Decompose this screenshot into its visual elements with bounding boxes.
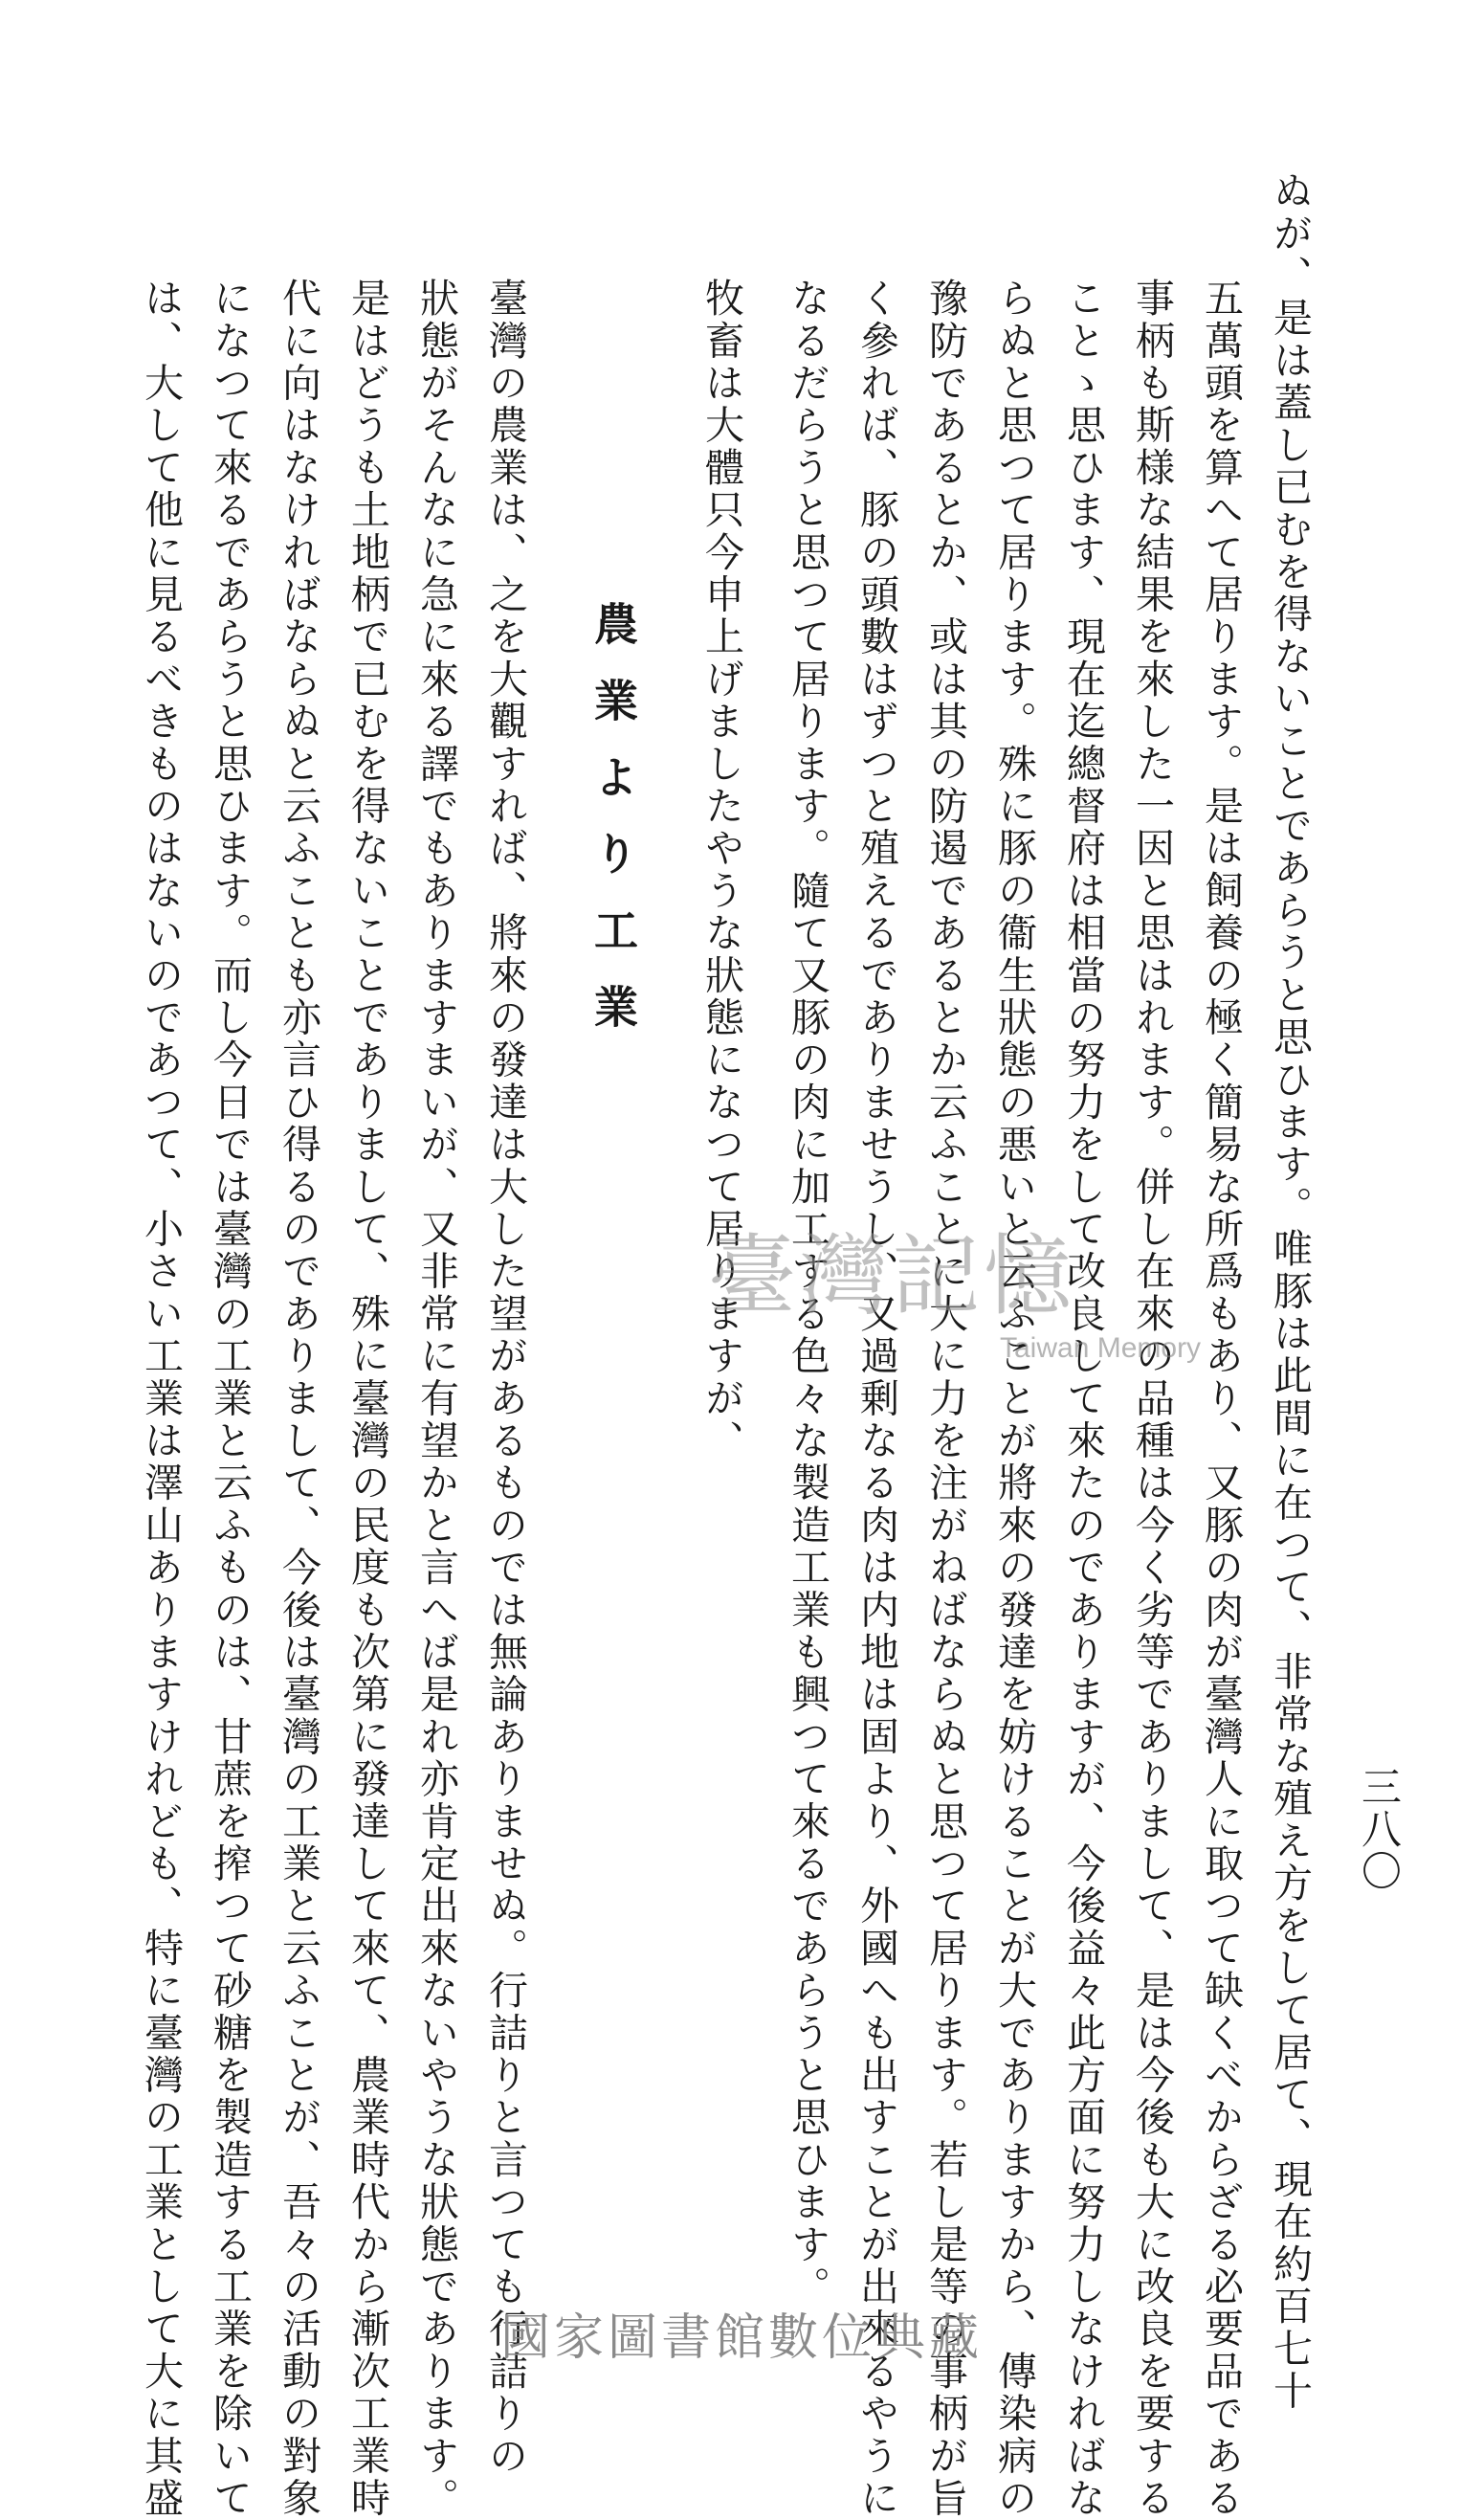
text-column: 代に向はなければならぬと云ふことも亦言ひ得るのでありまして、今後は臺灣の工業と云ふことが、吾々の活動の對象 [276, 278, 321, 2520]
text-column: 狀態がそんなに急に來る譯でもありますまいが、又非常に有望かと言へば是れ亦肯定出來ないやうな狀態であります。 [413, 278, 459, 2520]
text-column: 是はどうも土地柄で已むを得ないことでありまして、殊に臺灣の民度も次第に發達して來て、農業時代から漸次工業時 [344, 278, 390, 2520]
text-column: は、大して他に見るべきものはないのであつて、小さい工業は澤山ありますけれども、特に臺灣の工業として大に其盛 [138, 278, 184, 2520]
text-column: になつて來るであらうと思ひます。而し今日では臺灣の工業と云ふものは、甘蔗を搾つて砂糖を製造する工業を除いて [207, 278, 253, 2520]
text-column: ことゝ思ひます、現在迄總督府は相當の努力をして改良して來たのでありますが、今後益々此方面に努力しなければな [1060, 278, 1106, 2520]
text-column: 豫防であるとか、或は其の防遏であるとか云ふことに大に力を注がねばならぬと思つて居ります。若し是等の事柄が旨 [922, 278, 968, 2520]
text-column: 牧畜は大體只今申上げましたやうな狀態になつて居りますが、 [698, 278, 744, 1462]
text-column: 五萬頭を算へて居ります。是は飼養の極く簡易な所爲もあり、又豚の肉が臺灣人に取つて缺くべからざる必要品である [1198, 278, 1244, 2520]
watermark-logo: 臺灣記憶 [708, 1225, 1076, 1327]
section-heading: 農業より工業 [587, 601, 639, 1060]
page-number: 三八〇 [1356, 1766, 1403, 1892]
text-column: なるだらうと思つて居ります。隨て又豚の肉に加工する色々な製造工業も興つて來るであらうと思ひます。 [785, 278, 830, 2308]
text-column: く參れば、豚の頭數はずつと殖えるでありませうし、又過剰なる肉は内地は固より、外國へも出すことが出來るやうに [853, 278, 899, 2520]
text-column: 事柄も斯様な結果を來した一因と思はれます。併し在來の品種は今く劣等でありまして、是は今後も大に改良を要する [1129, 278, 1175, 2520]
watermark-subtitle: Taiwan Memory [1000, 1332, 1202, 1364]
text-column: ぬが、是は蓋し已むを得ないことであらうと思ひます。唯豚は此間に在つて、非常な殖え方をして居て、現在約百七十 [1267, 170, 1313, 2413]
footer-credit: 國家圖書館數位典藏 [499, 2309, 983, 2367]
text-column: らぬと思つて居ります。殊に豚の衞生狀態の悪いと云ふことが將來の發達を妨けることが大でありますから、傳染病の [991, 278, 1037, 2520]
text-column: 臺灣の農業は、之を大觀すれば、將來の發達は大した望があるものでは無論ありませぬ。行詰りと言つても行詰りの [482, 278, 528, 2478]
